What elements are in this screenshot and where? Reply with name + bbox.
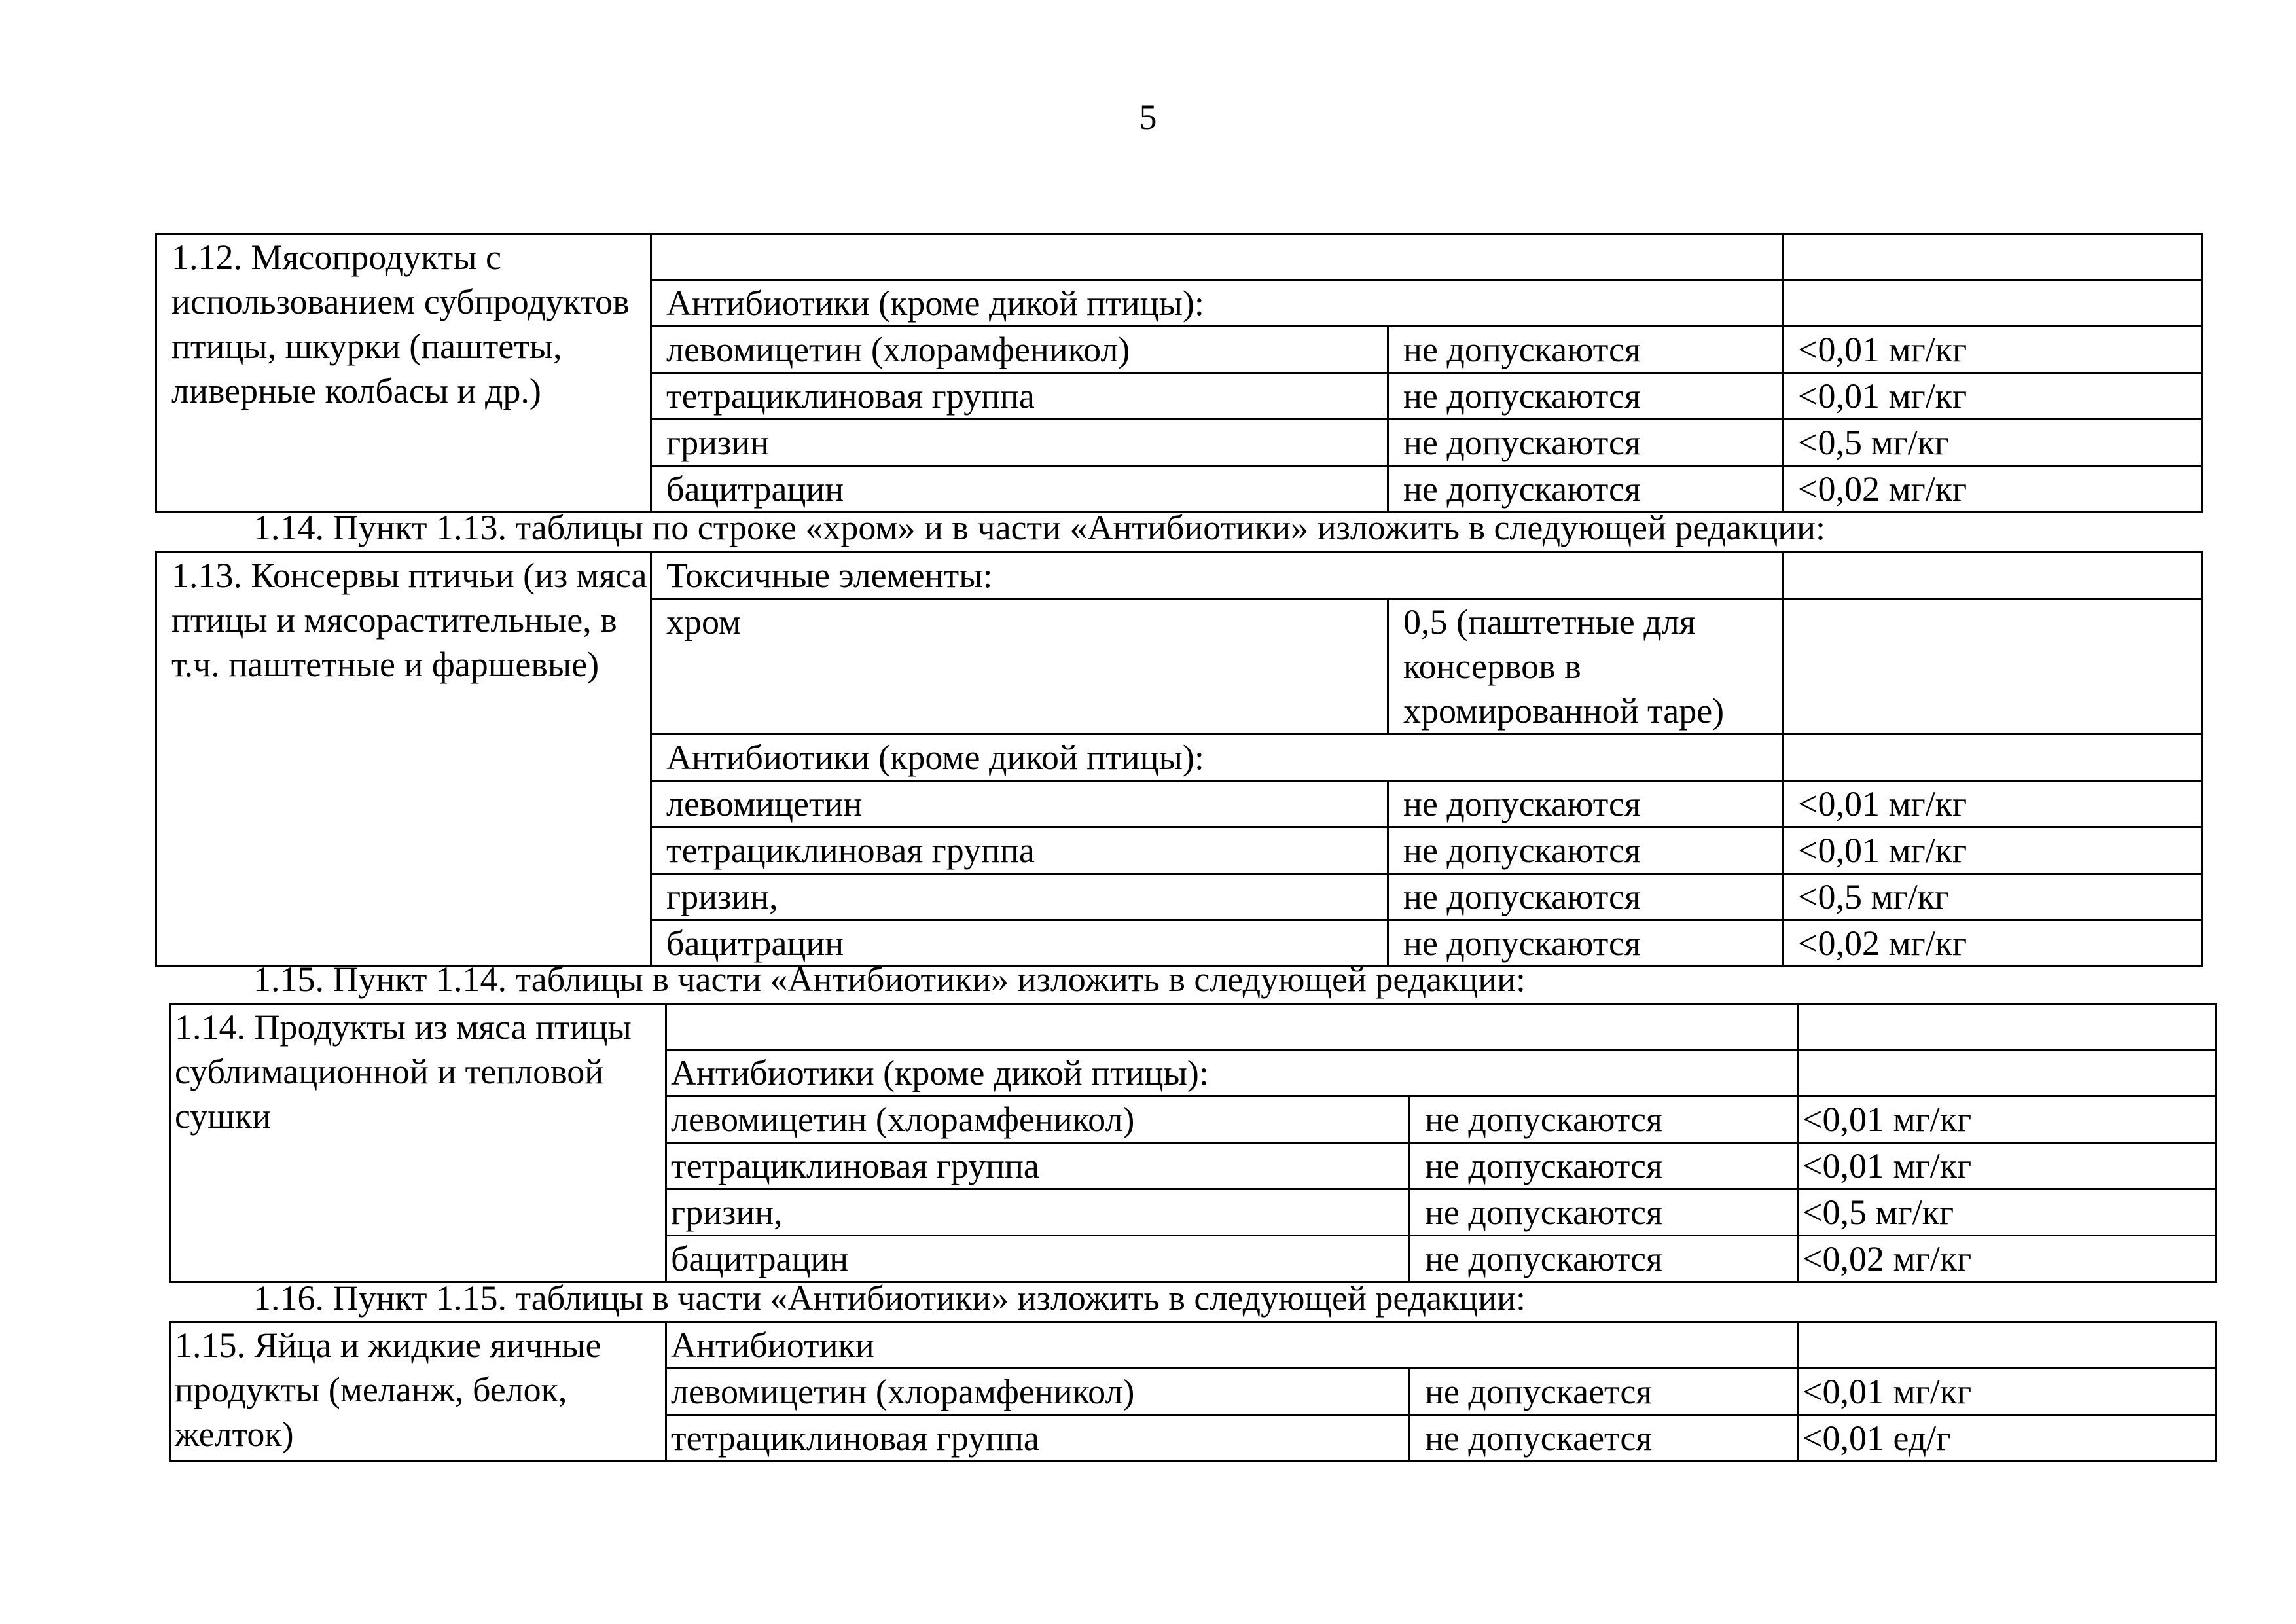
detection-cell: <0,01 мг/кг	[1783, 781, 2202, 827]
detection-cell: <0,01 мг/кг	[1798, 1096, 2216, 1143]
empty-cell	[1798, 1322, 2216, 1369]
group-header-cell: Антибиотики	[666, 1322, 1798, 1369]
paragraph-1-14: 1.14. Пункт 1.13. таблицы по строке «хром» и в части «Антибиотики» изложить в следующей редакции:	[253, 508, 1826, 547]
detection-cell: <0,01 мг/кг	[1798, 1143, 2216, 1189]
empty-cell	[1783, 734, 2202, 781]
product-cell: 1.14. Продукты из мяса птицы сублимационной и тепловой сушки	[170, 1004, 666, 1282]
detection-cell: <0,01 ед/г	[1798, 1415, 2216, 1462]
product-cell: 1.13. Консервы птичьи (из мяса птицы и мясорастительные, в т.ч. паштетные и фаршевые)	[156, 552, 651, 967]
limit-cell: не допускается	[1410, 1369, 1798, 1415]
empty-cell	[666, 1004, 1798, 1050]
detection-cell: <0,02 мг/кг	[1783, 920, 2202, 967]
substance-cell: гризин,	[651, 874, 1388, 920]
table-row	[170, 1004, 2216, 1050]
limit-cell: не допускаются	[1388, 466, 1783, 513]
product-cell: 1.15. Яйца и жидкие яичные продукты (меланж, белок, желток)	[170, 1322, 666, 1462]
limit-cell: 0,5 (паштетные для консервов в хромированной таре)	[1388, 599, 1783, 734]
table-row	[156, 234, 2202, 280]
table-item-1-14	[169, 1003, 2217, 1283]
substance-cell: хром	[651, 599, 1388, 734]
limit-cell: не допускается	[1410, 1415, 1798, 1462]
substance-cell: тетрациклиновая группа	[666, 1415, 1410, 1462]
substance-cell: гризин,	[666, 1189, 1410, 1236]
substance-cell: бацитрацин	[666, 1236, 1410, 1282]
empty-cell	[1783, 552, 2202, 599]
table-item-1-15	[169, 1321, 2217, 1462]
group-header-cell: Антибиотики (кроме дикой птицы):	[651, 734, 1783, 781]
limit-cell: не допускаются	[1410, 1143, 1798, 1189]
group-header-cell: Антибиотики (кроме дикой птицы):	[651, 280, 1783, 327]
substance-cell: левомицетин (хлорамфеникол)	[666, 1096, 1410, 1143]
table-item-1-12	[155, 233, 2203, 513]
limit-cell: не допускаются	[1388, 827, 1783, 874]
table-row	[170, 1322, 2216, 1369]
detection-cell: <0,5 мг/кг	[1783, 420, 2202, 466]
detection-cell: <0,01 мг/кг	[1783, 373, 2202, 420]
detection-cell: <0,02 мг/кг	[1798, 1236, 2216, 1282]
empty-cell	[651, 234, 1783, 280]
substance-cell: бацитрацин	[651, 920, 1388, 967]
detection-cell: <0,5 мг/кг	[1783, 874, 2202, 920]
detection-cell: <0,01 мг/кг	[1798, 1369, 2216, 1415]
substance-cell: гризин	[651, 420, 1388, 466]
substance-cell: левомицетин (хлорамфеникол)	[651, 327, 1388, 373]
substance-cell: левомицетин	[651, 781, 1388, 827]
limit-cell: не допускаются	[1410, 1189, 1798, 1236]
detection-cell: <0,01 мг/кг	[1783, 827, 2202, 874]
group-header-cell: Токсичные элементы:	[651, 552, 1783, 599]
substance-cell: левомицетин (хлорамфеникол)	[666, 1369, 1410, 1415]
detection-cell: <0,02 мг/кг	[1783, 466, 2202, 513]
detection-cell: <0,5 мг/кг	[1798, 1189, 2216, 1236]
limit-cell: не допускаются	[1410, 1096, 1798, 1143]
substance-cell: тетрациклиновая группа	[651, 827, 1388, 874]
limit-cell: не допускаются	[1388, 420, 1783, 466]
substance-cell: бацитрацин	[651, 466, 1388, 513]
limit-cell: не допускаются	[1410, 1236, 1798, 1282]
product-cell: 1.12. Мясопродукты с использованием субпродуктов птицы, шкурки (паштеты, ливерные колбасы и др.)	[156, 234, 651, 513]
limit-cell: не допускаются	[1388, 920, 1783, 967]
empty-cell	[1783, 280, 2202, 327]
substance-cell: тетрациклиновая группа	[651, 373, 1388, 420]
group-header-cell: Антибиотики (кроме дикой птицы):	[666, 1050, 1798, 1096]
empty-cell	[1798, 1004, 2216, 1050]
limit-cell: не допускаются	[1388, 327, 1783, 373]
empty-cell	[1783, 234, 2202, 280]
paragraph-1-15: 1.15. Пункт 1.14. таблицы в части «Антибиотики» изложить в следующей редакции:	[253, 960, 1526, 999]
table-item-1-13	[155, 551, 2203, 967]
empty-cell	[1798, 1050, 2216, 1096]
table-row	[156, 552, 2202, 599]
empty-cell	[1783, 599, 2202, 734]
substance-cell: тетрациклиновая группа	[666, 1143, 1410, 1189]
detection-cell: <0,01 мг/кг	[1783, 327, 2202, 373]
page-number: 5	[1139, 98, 1157, 137]
limit-cell: не допускаются	[1388, 373, 1783, 420]
limit-cell: не допускаются	[1388, 874, 1783, 920]
limit-cell: не допускаются	[1388, 781, 1783, 827]
paragraph-1-16: 1.16. Пункт 1.15. таблицы в части «Антибиотики» изложить в следующей редакции:	[253, 1278, 1526, 1318]
